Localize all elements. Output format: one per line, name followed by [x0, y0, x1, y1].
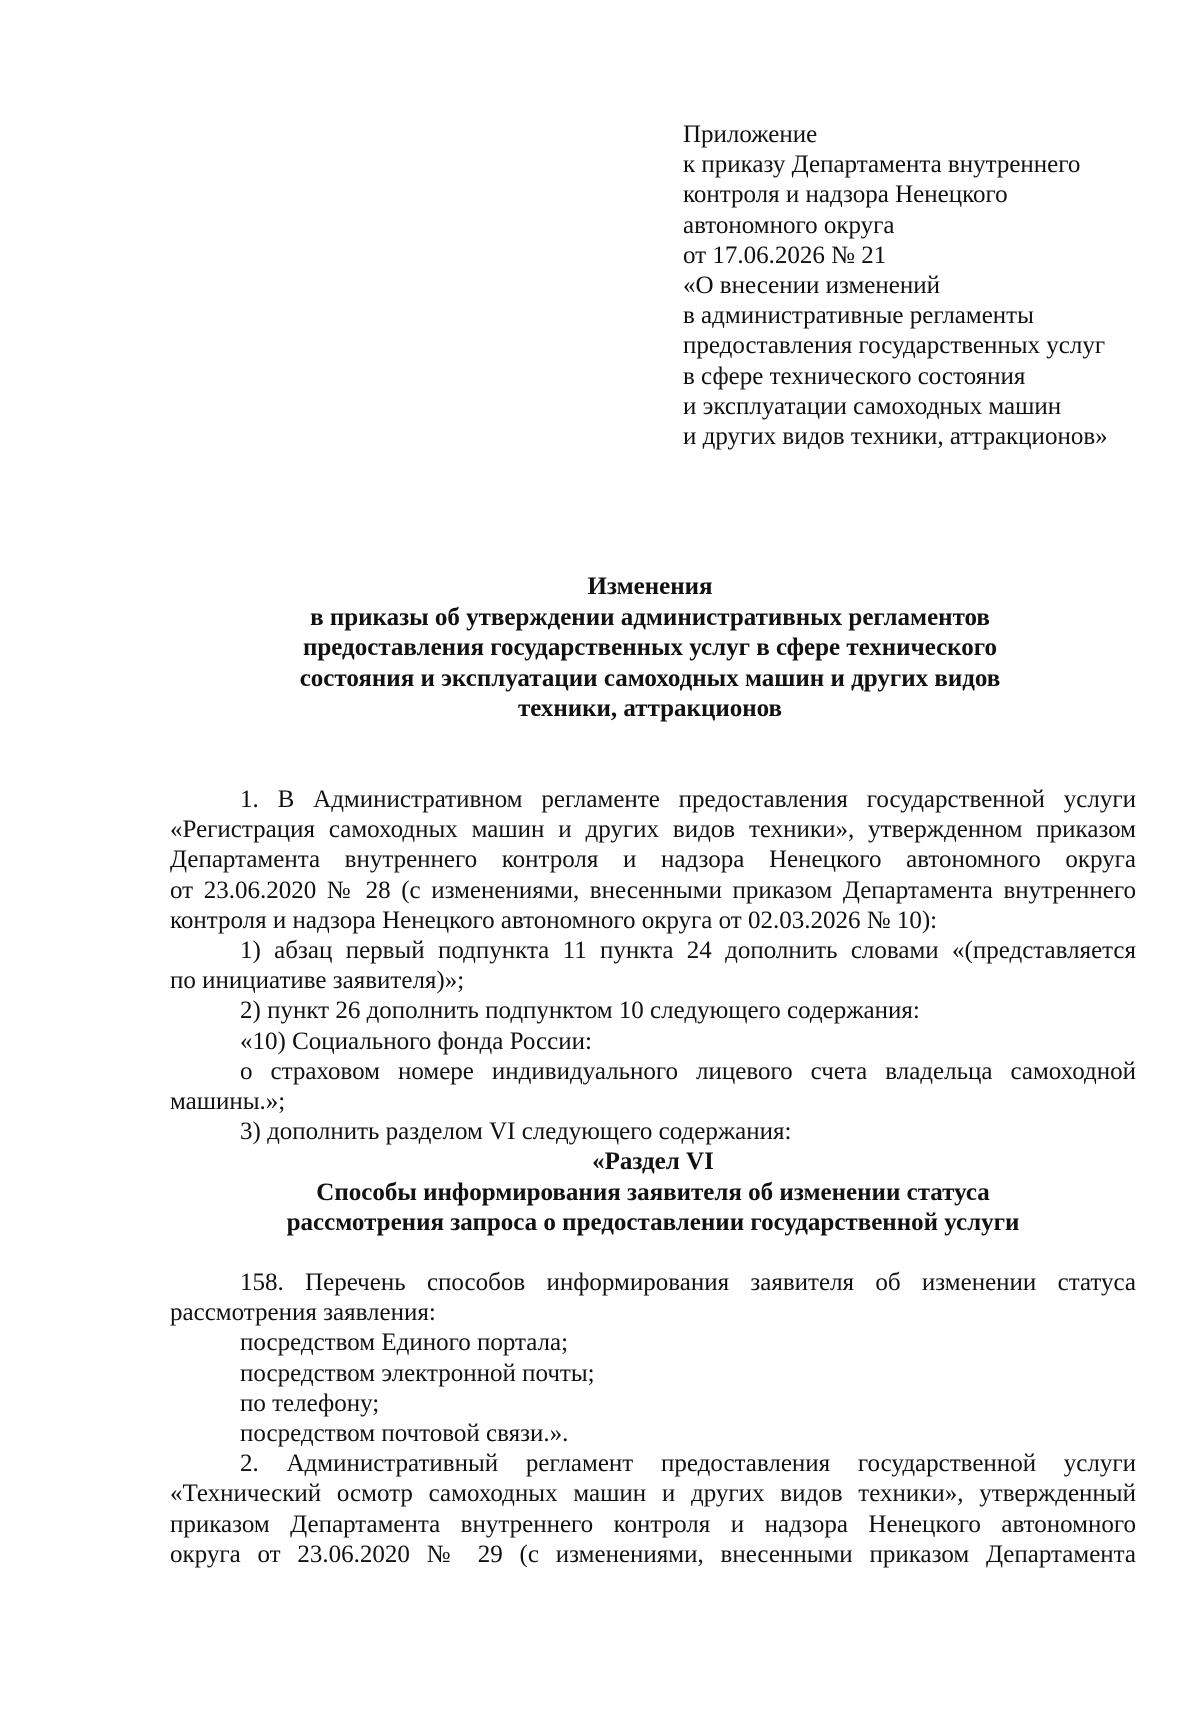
- paragraph-1-line: контроля и надзора Ненецкого автономного округа от 02.03.2026 № 10):: [170, 906, 938, 934]
- title-line: техники, аттракционов: [517, 695, 783, 722]
- section-heading-line: «Раздел VI: [592, 1148, 714, 1176]
- paragraph-2-line: приказом Департамента внутреннего контроля и надзора Ненецкого автономного: [170, 1510, 1136, 1538]
- paragraph-2-line: округа от 23.06.2020 № 29 (с изменениями, внесенными приказом Департамента: [170, 1540, 1136, 1568]
- point-158-line: 158. Перечень способов информирования заявителя об изменении статуса: [240, 1269, 1136, 1297]
- item-2-line: 2) пункт 26 дополнить подпунктом 10 следующего содержания:: [240, 997, 920, 1025]
- annex-line: «О внесении изменений: [683, 272, 941, 300]
- item-1-line: по инициативе заявителя)»;: [170, 967, 465, 995]
- title-line: в приказы об утверждении административных регламентов: [310, 603, 990, 631]
- annex-line: от 17.06.2026 № 21: [683, 241, 887, 269]
- paragraph-1-line: 1. В Административном регламенте предоставления государственной услуги: [240, 786, 1136, 813]
- document-body: [170, 785, 1136, 1570]
- annex-line: предоставления государственных услуг: [683, 332, 1106, 360]
- annex-line: в сфере технического состояния: [683, 362, 1026, 390]
- method-item: посредством электронной почты;: [240, 1359, 595, 1387]
- paragraph-1-line: Департамента внутреннего контроля и надзора Ненецкого автономного округа: [170, 846, 1136, 874]
- title-line: предоставления государственных услуг в сфере технического: [302, 634, 997, 661]
- section-heading-line: Способы информирования заявителя об изменении статуса: [316, 1178, 990, 1206]
- annex-line: автономного округа: [683, 211, 895, 239]
- point-158-line: рассмотрения заявления:: [170, 1299, 436, 1327]
- annex-line: к приказу Департамента внутреннего: [683, 151, 1081, 179]
- annex-block: [683, 120, 1163, 452]
- item-3-line: 3) дополнить разделом VI следующего содержания:: [240, 1118, 792, 1146]
- title-line: состояния и эксплуатации самоходных машин и других видов: [299, 664, 1001, 692]
- annex-line: контроля и надзора Ненецкого: [683, 181, 1008, 209]
- method-item: посредством почтовой связи.».: [240, 1420, 569, 1448]
- paragraph-2-line: «Технический осмотр самоходных машин и других видов техники», утвержденный: [170, 1480, 1136, 1508]
- item-1-line: 1) абзац первый подпункта 11 пункта 24 дополнить словами «(представляется: [240, 937, 1136, 965]
- paragraph-2-line: 2. Административный регламент предоставления государственной услуги: [240, 1450, 1136, 1478]
- annex-line: и эксплуатации самоходных машин: [683, 392, 1062, 420]
- spacer: [170, 1238, 1136, 1268]
- item-2-text-line: о страховом номере индивидуального лицевого счета владельца самоходной: [240, 1057, 1136, 1085]
- method-item: по телефону;: [240, 1389, 380, 1417]
- annex-line: в административные регламенты: [683, 302, 1034, 330]
- item-2-text-line: машины.»;: [170, 1088, 286, 1116]
- title-line: Изменения: [587, 573, 713, 600]
- document-title: [170, 572, 1130, 725]
- annex-line: Приложение: [683, 121, 818, 148]
- paragraph-1-line: «Регистрация самоходных машин и других видов техники», утвержденном приказом: [170, 816, 1136, 844]
- section-heading-line: рассмотрения запроса о предоставлении государственной услуги: [286, 1208, 1020, 1236]
- item-2-quote: «10) Социального фонда России:: [240, 1027, 592, 1055]
- paragraph-1-line: от 23.06.2020 № 28 (с изменениями, внесенными приказом Департамента внутреннего: [170, 876, 1136, 904]
- method-item: посредством Единого портала;: [240, 1329, 569, 1357]
- annex-line: и других видов техники, аттракционов»: [683, 423, 1108, 451]
